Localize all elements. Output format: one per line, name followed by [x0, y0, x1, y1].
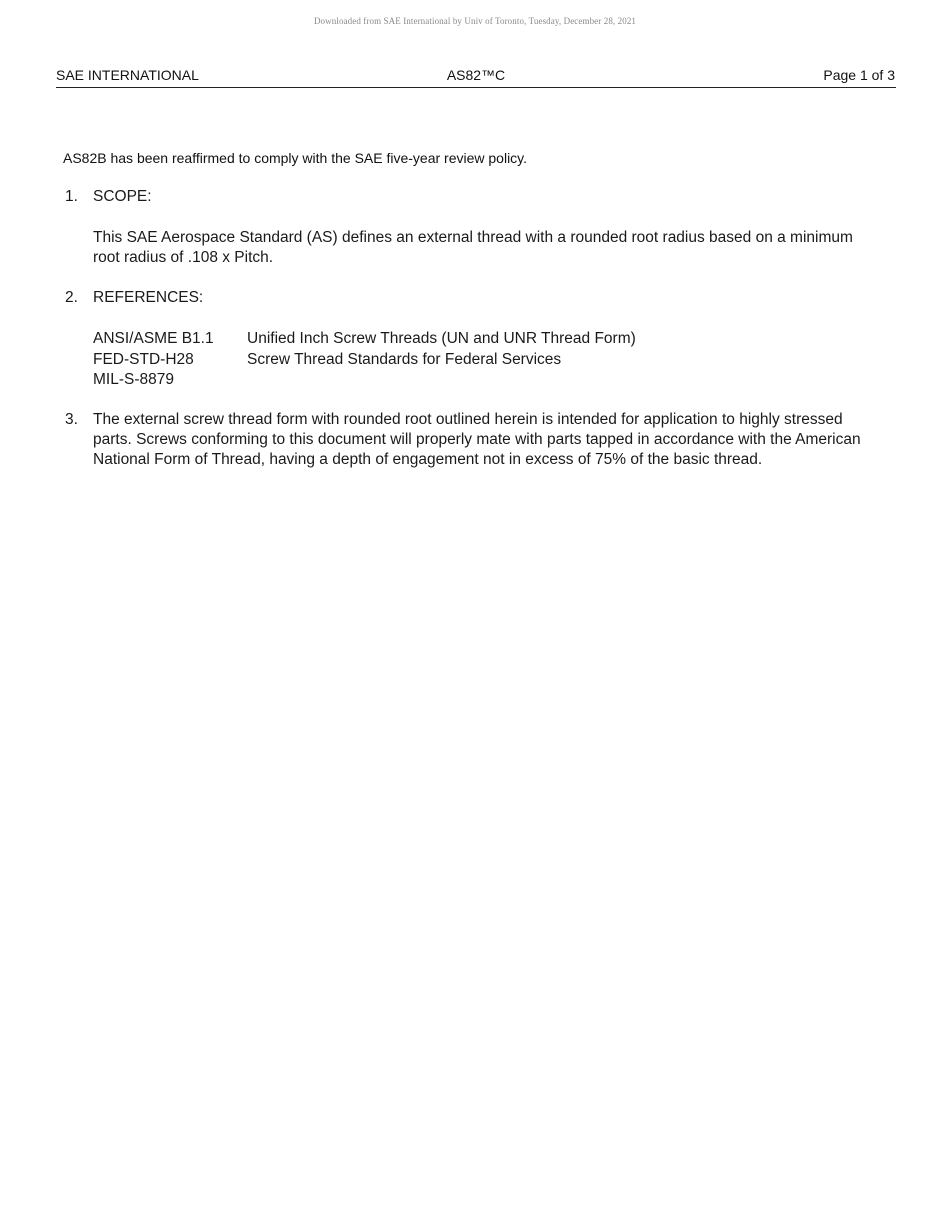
- section-number: 2.: [65, 289, 78, 306]
- reference-title: Screw Thread Standards for Federal Services: [247, 350, 562, 368]
- section-number: 3.: [65, 411, 78, 428]
- reference-code: ANSI/ASME B1.1: [93, 330, 214, 347]
- publisher-name: SAE INTERNATIONAL: [56, 67, 199, 83]
- document-id: AS82™C: [446, 67, 506, 83]
- page-number: Page 1 of 3: [823, 67, 895, 83]
- reference-code: FED-STD-H28: [93, 350, 194, 368]
- reference-code: MIL-S-8879: [93, 371, 174, 388]
- references-list: [93, 329, 793, 391]
- page-header: [56, 66, 896, 88]
- reference-row: [93, 350, 793, 371]
- application-paragraph: The external screw thread form with rounded root outlined herein is intended for application to highly stressed parts. Screws conforming to this document will properly mate with parts tapped in accordance with the American National Form of Thread, having a depth of engagement not in excess of 75% of the basic thread.: [93, 411, 861, 468]
- reaffirm-note: AS82B has been reaffirmed to comply with the SAE five-year review policy.: [63, 150, 528, 166]
- download-watermark: Downloaded from SAE International by Univ of Toronto, Tuesday, December 28, 2021: [313, 16, 637, 26]
- reference-row: [93, 370, 793, 391]
- section-heading: REFERENCES:: [93, 289, 204, 306]
- reference-title: Unified Inch Screw Threads (UN and UNR Thread Form): [247, 330, 636, 347]
- reference-row: [93, 329, 793, 350]
- scope-paragraph: This SAE Aerospace Standard (AS) defines an external thread with a rounded root radius based on a minimum root radius of .108 x Pitch.: [93, 229, 853, 266]
- section-number: 1.: [65, 188, 78, 205]
- section-heading: SCOPE:: [93, 188, 152, 205]
